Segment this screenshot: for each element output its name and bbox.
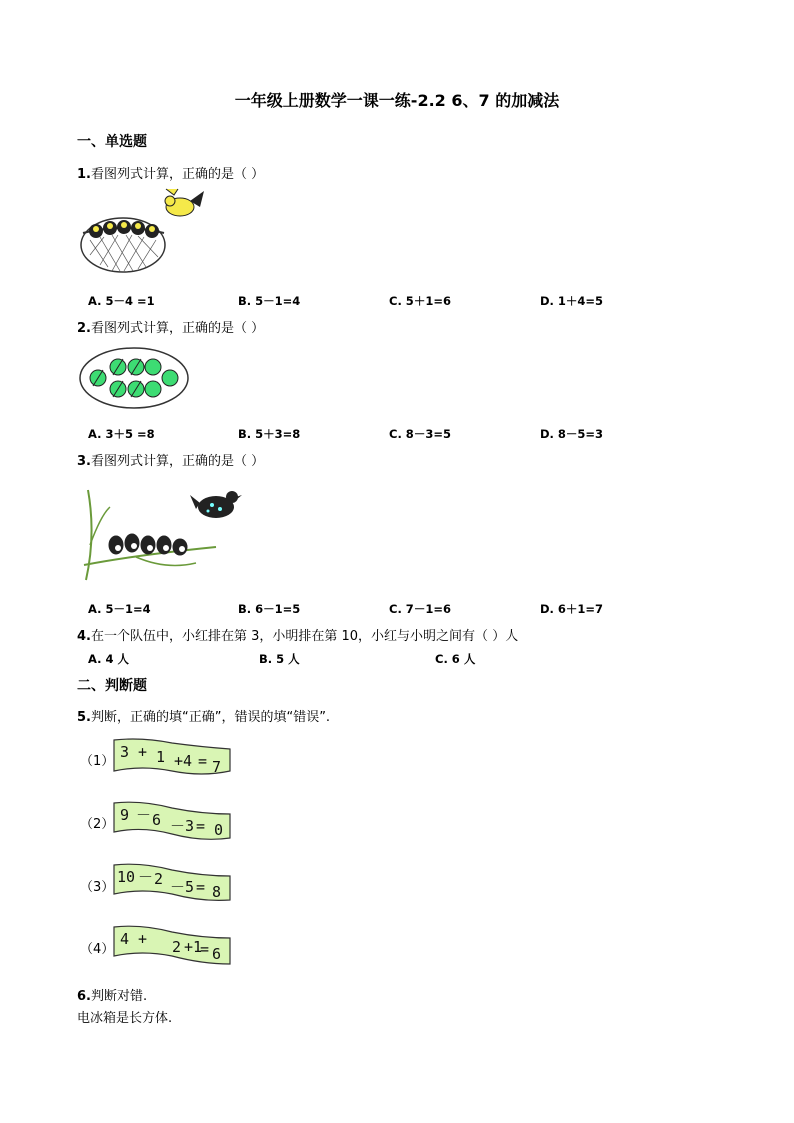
term: 6 [152,811,162,829]
question-text: 看图列式计算，正确的是（ ） [90,321,265,336]
term: +1 [184,938,203,956]
item-label-2: （2） [80,817,115,832]
item-label-1: （1） [80,754,115,769]
q1-option-b[interactable]: B. 5－1=4 [238,294,301,308]
equals: = [200,940,210,958]
q2-option-a[interactable]: A. 3＋5 =8 [88,427,155,441]
question-3 [77,450,264,469]
result: 0 [214,821,224,839]
question-number: 1. [77,167,91,182]
operator: + [138,743,148,761]
equals: = [198,752,208,770]
question-5 [77,706,330,725]
term: 1 [156,748,166,766]
question-text: 判断，正确的填“正确”，错误的填“错误”. [90,710,331,725]
question-text: 判断对错. [90,989,148,1004]
result: 7 [212,758,222,776]
term: 4 [120,930,130,948]
question-text: 看图列式计算，正确的是（ ） [90,167,265,182]
term: 2 [172,938,182,956]
term: －5 [170,878,195,896]
equation-strip-4 [112,924,234,968]
term: 3 [120,743,130,761]
q3-option-c[interactable]: C. 7－1=6 [389,602,451,616]
q4-option-b[interactable]: B. 5 人 [259,652,300,666]
birds-on-branch-image [76,485,246,585]
term: 2 [154,870,164,888]
question-number: 5. [77,710,91,725]
item-label-4: （4） [80,942,115,957]
equation-strip-1 [112,737,234,781]
q2-option-b[interactable]: B. 5＋3=8 [238,427,301,441]
term: 10 [117,868,136,886]
operator: + [138,930,148,948]
question-number: 4. [77,629,91,644]
q3-option-b[interactable]: B. 6－1=5 [238,602,301,616]
question-number: 6. [77,989,91,1004]
question-number: 3. [77,454,91,469]
equation-strip-2 [112,800,234,844]
page-title: 一年级上册数学一课一练-2.2 6、7 的加减法 [234,91,560,110]
item-label-3: （3） [80,880,115,895]
result: 8 [212,883,222,901]
equation-strip-3 [112,862,234,906]
term: 9 [120,806,130,824]
question-1 [77,163,264,182]
q2-option-c[interactable]: C. 8－3=5 [389,427,451,441]
term: +4 [174,752,193,770]
question-number: 2. [77,321,91,336]
q3-option-a[interactable]: A. 5－1=4 [88,602,151,616]
circles-oval-image [78,345,193,413]
question-text: 在一个队伍中，小红排在第 3，小明排在第 10，小红与小明之间有（ ）人 [90,629,519,644]
question-4 [77,625,518,644]
section-heading-single-choice: 一、单选题 [77,134,147,150]
q4-option-c[interactable]: C. 6 人 [435,652,476,666]
equals: = [196,878,206,896]
operator: － [138,868,154,886]
question-2 [77,317,264,336]
operator: － [136,806,152,824]
term: －3 [170,817,195,835]
question-6 [77,985,147,1004]
nest-with-birds-image [78,185,208,275]
q3-option-d[interactable]: D. 6＋1=7 [540,602,604,616]
question-6-statement: 电冰箱是长方体. [77,1011,173,1026]
q2-option-d[interactable]: D. 8－5=3 [540,427,604,441]
q4-option-a[interactable]: A. 4 人 [88,652,129,666]
equals: = [196,817,206,835]
q1-option-a[interactable]: A. 5－4 =1 [88,294,155,308]
q1-option-c[interactable]: C. 5＋1=6 [389,294,451,308]
question-text: 看图列式计算，正确的是（ ） [90,454,265,469]
q1-option-d[interactable]: D. 1＋4=5 [540,294,604,308]
section-heading-true-false: 二、判断题 [77,678,147,694]
result: 6 [212,945,222,963]
